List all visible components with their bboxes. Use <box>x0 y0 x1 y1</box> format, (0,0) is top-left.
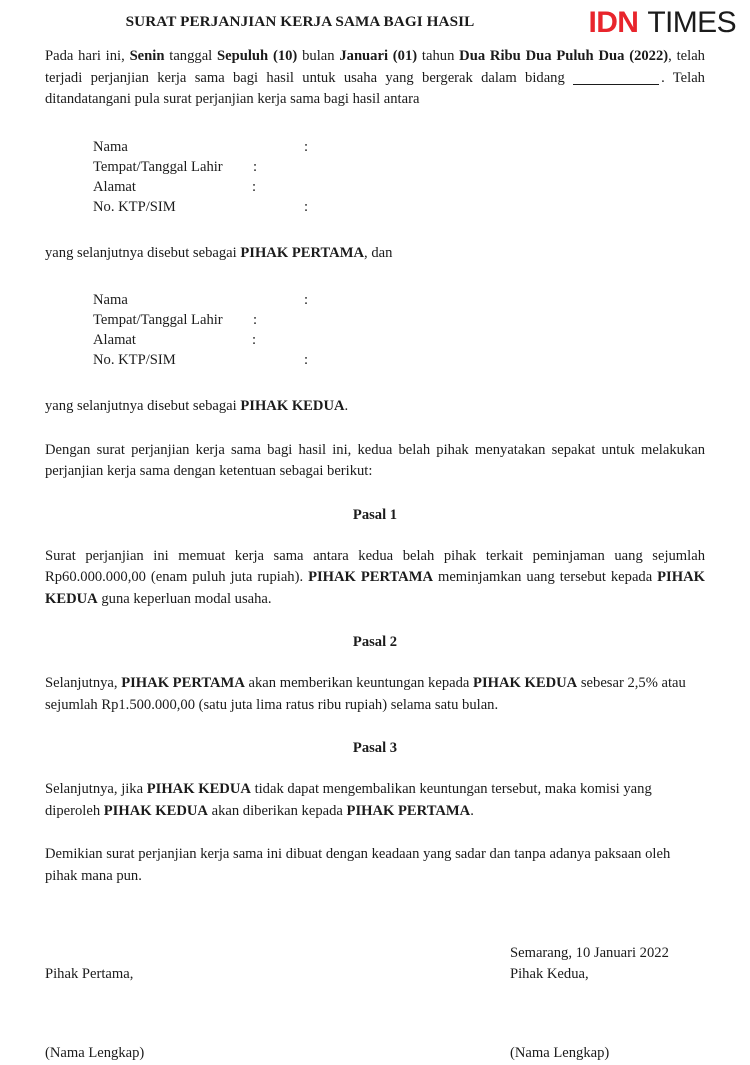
identity-label: Tempat/Tanggal Lahir <box>93 158 223 175</box>
party-two-name: PIHAK KEDUA <box>240 398 345 414</box>
intro-month-words: Januari (01) <box>339 48 418 64</box>
identity-label: Tempat/Tanggal Lahir <box>93 312 223 328</box>
article-1-text-3: guna keperluan modal usaha. <box>97 590 272 607</box>
signature-place-date: Semarang, 10 Januari 2022 <box>510 945 669 961</box>
party-one-name: PIHAK PERTAMA <box>240 244 365 261</box>
intro-paragraph <box>45 46 705 111</box>
article-body-1 <box>45 546 705 611</box>
article-3-bold-2: PIHAK KEDUA <box>103 802 208 819</box>
identity-row-nama-2 <box>45 290 705 310</box>
party-one-caption-suffix: , dan <box>364 244 393 261</box>
identity-row-no-ktp-sim-2 <box>45 350 705 370</box>
identity-row-tempat-tanggal-lahir-2 <box>45 310 705 330</box>
party-one-caption <box>45 243 705 265</box>
article-3-text-4: . <box>470 802 474 819</box>
article-1-text-2: meminjamkan uang tersebut kepada <box>433 569 658 585</box>
article-body-2 <box>45 673 705 716</box>
article-2-text-1: Selanjutnya, <box>45 675 122 691</box>
identity-colon: : <box>304 352 309 368</box>
intro-text-2: tanggal <box>164 48 218 64</box>
document-body <box>45 46 705 1065</box>
blank-fill-line[interactable] <box>573 84 659 85</box>
party-one-caption-prefix: yang selanjutnya disebut sebagai <box>45 244 241 261</box>
article-body-3 <box>45 779 705 822</box>
signature-right-role: Pihak Kedua, <box>510 965 589 982</box>
article-3-text-2: tidak dapat mengembalikan keuntungan tersebut, maka komisi yang diperoleh <box>45 781 652 819</box>
intro-day: Senin <box>129 48 165 64</box>
article-2-bold-1: PIHAK PERTAMA <box>121 675 245 691</box>
agreement-intro-paragraph: Dengan surat perjanjian kerja sama bagi hasil ini, kedua belah pihak menyatakan sepakat untuk melakukan perjanjian kerja sama dengan ketentuan sebagai berikut: <box>45 441 705 479</box>
identity-label: No. KTP/SIM <box>93 198 176 215</box>
article-heading-2: Pasal 2 <box>352 634 398 650</box>
article-1-bold-2: PIHAK KEDUA <box>45 569 705 607</box>
article-3-text-3: akan diberikan kepada <box>207 802 347 819</box>
logo-idn-text: IDN <box>588 6 639 39</box>
intro-year-words: Dua Ribu Dua Puluh Dua (2022) <box>459 48 669 64</box>
identity-label: Nama <box>93 138 128 155</box>
intro-text-4: tahun <box>417 48 460 64</box>
intro-date-words: Sepuluh (10) <box>217 48 298 64</box>
article-heading-3: Pasal 3 <box>352 740 398 756</box>
idn-times-logo <box>588 8 736 38</box>
identity-label: Nama <box>93 292 128 308</box>
article-heading-1: Pasal 1 <box>352 506 398 523</box>
identity-colon: : <box>253 312 258 328</box>
party-two-identity-block <box>45 290 705 370</box>
party-one-identity-block <box>45 137 705 217</box>
logo-times-text: TIMES <box>647 6 736 39</box>
document-header <box>0 0 750 48</box>
article-3-bold-1: PIHAK KEDUA <box>146 781 251 797</box>
closing-paragraph: Demikian surat perjanjian kerja sama ini dibuat dengan keadaan yang sadar dan tanpa adanya paksaan oleh pihak mana pun. <box>45 846 671 884</box>
identity-colon: : <box>304 138 309 155</box>
identity-row-no-ktp-sim-1 <box>45 197 705 217</box>
page-title: SURAT PERJANJIAN KERJA SAMA BAGI HASIL <box>125 13 475 30</box>
party-two-caption-prefix: yang selanjutnya disebut sebagai <box>45 398 241 414</box>
signature-left-column <box>45 943 465 984</box>
article-2-text-3: sebesar 2,5% atau sejumlah Rp1.500.000,00 (satu juta lima ratus ribu rupiah) selama satu bulan. <box>45 675 686 713</box>
identity-row-alamat-1 <box>45 177 705 197</box>
identity-label: Alamat <box>93 332 136 348</box>
identity-row-tempat-tanggal-lahir-1 <box>45 157 705 177</box>
signature-right-column <box>510 943 740 984</box>
intro-text-6: . Telah ditandatangani pula surat perjanjian kerja sama bagi hasil antara <box>45 69 705 107</box>
identity-row-nama-1 <box>45 137 705 157</box>
intro-text-5: , telah terjadi perjanjian kerja sama bagi hasil untuk usaha yang bergerak dalam bidang <box>45 48 705 86</box>
intro-text-1: Pada hari ini, <box>45 48 130 64</box>
identity-row-alamat-2 <box>45 330 705 350</box>
article-2-bold-2: PIHAK KEDUA <box>473 675 578 691</box>
party-two-caption <box>45 396 705 418</box>
article-1-text-1: Surat perjanjian ini memuat kerja sama antara kedua belah pihak terkait peminjaman uang sejumlah Rp60.000.000,00 (enam puluh juta rupiah). <box>45 547 705 585</box>
party-two-caption-suffix: . <box>344 398 349 414</box>
identity-colon: : <box>252 178 257 195</box>
identity-colon: : <box>253 158 258 175</box>
article-3-text-1: Selanjutnya, jika <box>45 781 147 797</box>
article-3-bold-3: PIHAK PERTAMA <box>346 802 471 819</box>
signature-block <box>45 943 705 987</box>
identity-label: Alamat <box>93 178 136 195</box>
signature-left-name: (Nama Lengkap) <box>45 1045 145 1061</box>
signature-name-row <box>45 1043 705 1065</box>
article-2-text-2: akan memberikan keuntungan kepada <box>244 675 474 691</box>
signature-right-name: (Nama Lengkap) <box>510 1045 610 1061</box>
identity-colon: : <box>304 292 309 308</box>
signature-left-role: Pihak Pertama, <box>45 965 134 982</box>
identity-colon: : <box>304 198 309 215</box>
identity-label: No. KTP/SIM <box>93 352 176 368</box>
intro-text-3: bulan <box>297 48 340 64</box>
article-1-bold-1: PIHAK PERTAMA <box>308 569 434 585</box>
identity-colon: : <box>252 332 257 348</box>
